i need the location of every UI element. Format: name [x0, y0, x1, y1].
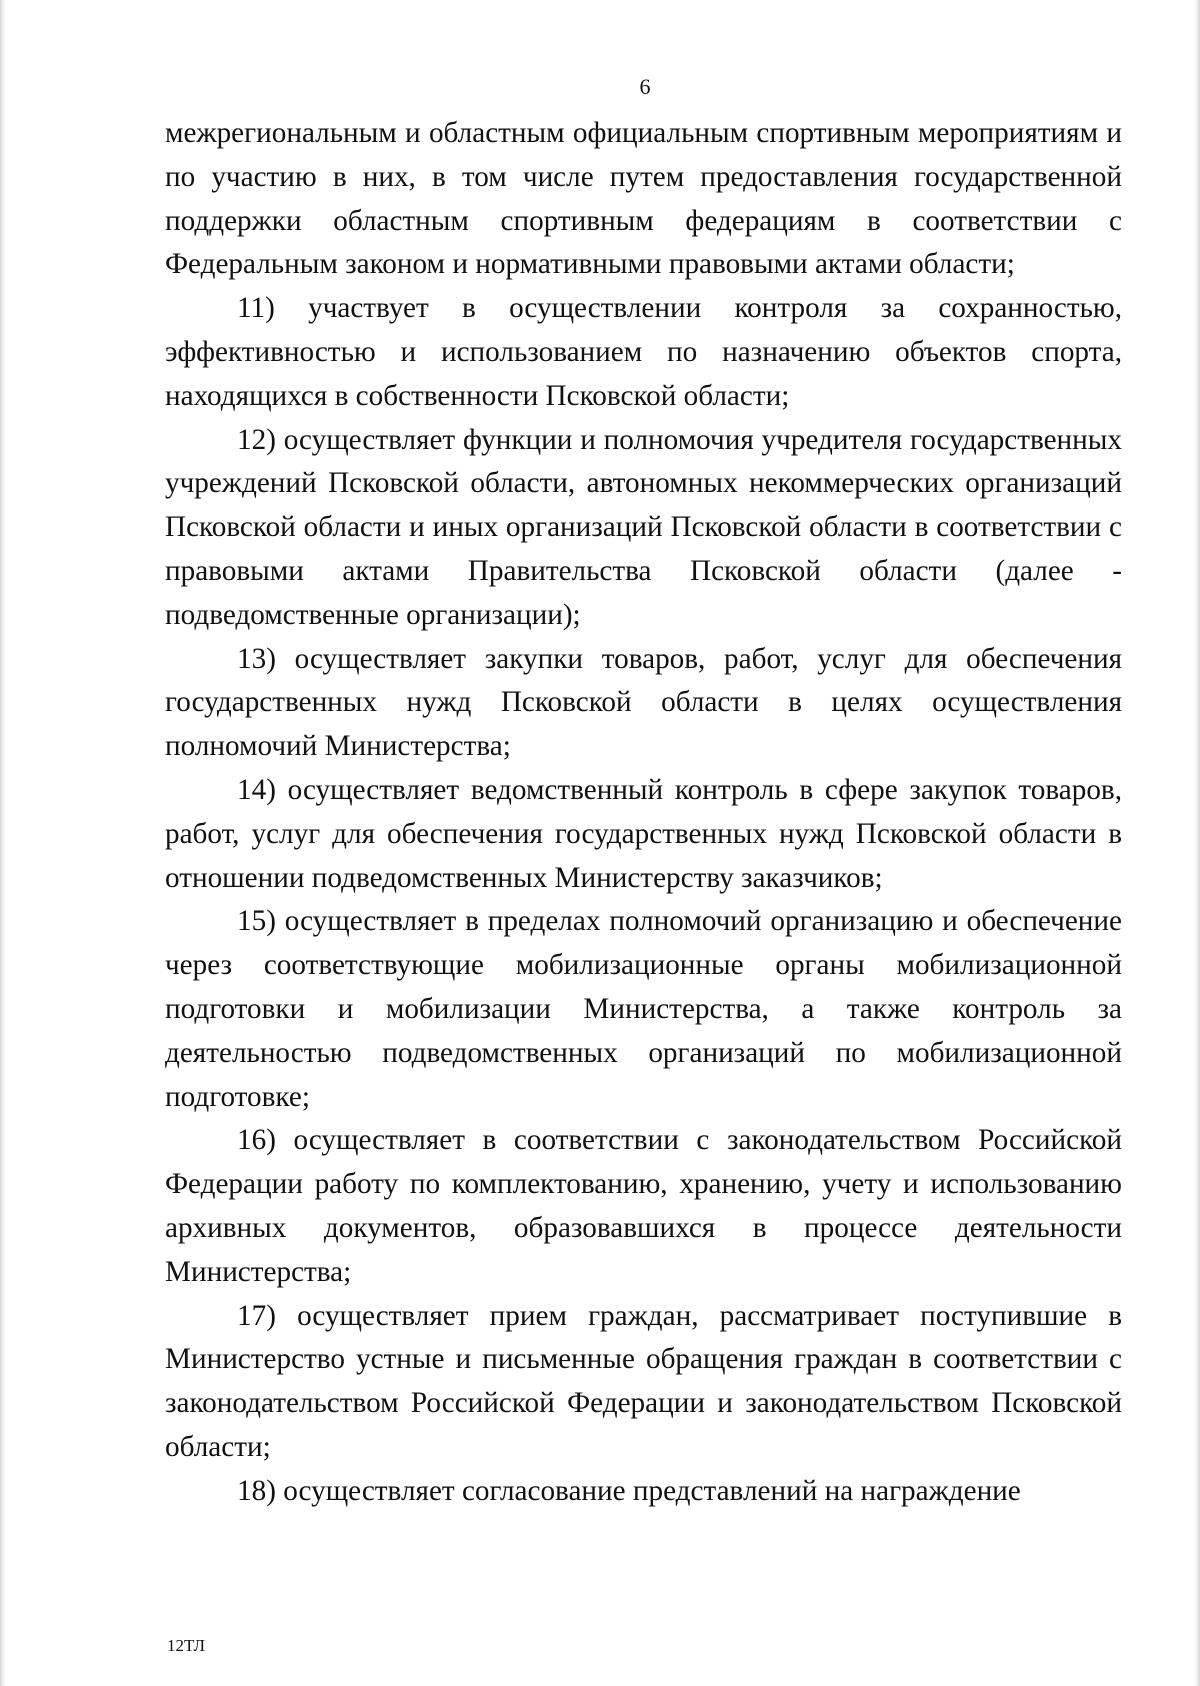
paragraph: межрегиональным и областным официальным спортивным мероприятиям и по участию в них, в том числе путем предоставления государственной поддержки областным спортивным федерациям в соответствии с Федеральным законом и нормативными правовыми актами области; [165, 117, 1122, 281]
scan-edge-right [1194, 0, 1200, 1686]
paragraph: 15) осуществляет в пределах полномочий организацию и обеспечение через соответствующие мобилизационные органы мобилизационной подготовки и мобилизации Министерства, а также контроль за деятельностью подведомственных организаций по мобилизационной подготовке; [165, 905, 1122, 1113]
paragraph: 17) осуществляет прием граждан, рассматривает поступившие в Министерство устные и письменные обращения граждан в соответствии с законодательством Российской Федерации и законодательством Псковской области; [165, 1299, 1122, 1463]
paragraph: 13) осуществляет закупки товаров, работ, услуг для обеспечения государственных нужд Псковской области в целях осуществления полномочий Министерства; [165, 642, 1122, 763]
paragraph: 18) осуществляет согласование представлений на награждение [237, 1474, 1021, 1507]
paragraph: 14) осуществляет ведомственный контроль в сфере закупок товаров, работ, услуг для обеспечения государственных нужд Псковской области в отношении подведомственных Министерству заказчиков; [165, 773, 1122, 894]
paragraph: 16) осуществляет в соответствии с законодательством Российской Федерации работу по комплектованию, хранению, учету и использованию архивных документов, образовавшихся в процессе деятельности Министерства; [165, 1124, 1122, 1288]
paragraph: 11) участвует в осуществлении контроля за сохранностью, эффективностью и использованием по назначению объектов спорта, находящихся в собственности Псковской области; [165, 292, 1122, 412]
paragraph: 12) осуществляет функции и полномочия учредителя государственных учреждений Псковской области, автономных некоммерческих организаций Псковской области и иных организаций Псковской области в соответствии с правовыми актами Правительства Псковской области (далее - подведомственные организации); [165, 423, 1122, 631]
scan-edge-left [0, 0, 6, 1686]
document-body [165, 112, 1122, 1514]
footer-code: 12ТЛ [167, 1636, 206, 1655]
page-number: 6 [639, 74, 651, 99]
